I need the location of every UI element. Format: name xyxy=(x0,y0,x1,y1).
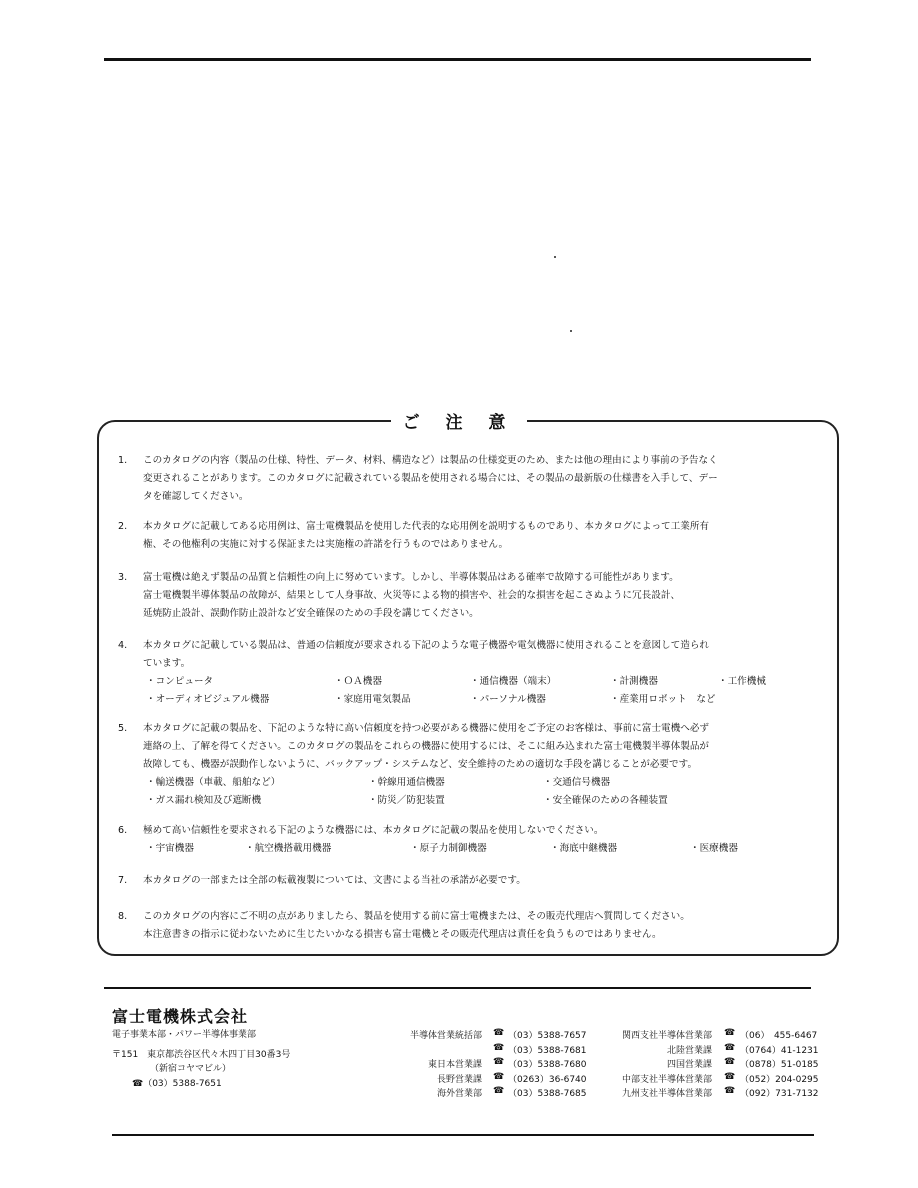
device-example: ・宇宙機器 xyxy=(146,843,194,854)
contact-phone: （052）204-0295 xyxy=(740,1074,819,1085)
footer-rule xyxy=(104,987,811,989)
contact-office: 関西支社半導体営業部 xyxy=(621,1031,712,1041)
contact-row xyxy=(590,1072,820,1087)
notice-text-line: ています。 xyxy=(143,658,191,669)
notice-text-line: 本カタログに記載の製品を、下記のような特に高い信頼度を持つ必要がある機器に使用をご予定のお客様は、事前に富士電機へ必ず xyxy=(143,723,710,734)
contact-row xyxy=(590,1057,820,1072)
contact-phone: （06） 455-6467 xyxy=(740,1031,818,1041)
contact-row xyxy=(590,1086,820,1101)
department-name: 電子事業本部・パワー半導体事業部 xyxy=(112,1030,257,1040)
phone-icon: ☎ xyxy=(724,1042,736,1053)
notice-text-line: 極めて高い信頼性を要求される下記のような機器には、本カタログに記載の製品を使用しないでください。 xyxy=(143,825,604,836)
device-example: ・交通信号機器 xyxy=(543,777,611,788)
notice-item-body xyxy=(143,637,818,673)
notice-item-body xyxy=(143,720,818,774)
device-example: ・家庭用電気製品 xyxy=(334,694,411,705)
bottom-rule xyxy=(112,1134,814,1136)
notice-title: ご 注 意 xyxy=(391,408,528,433)
notice-item-number: 4. xyxy=(118,640,128,651)
notice-text-line: このカタログの内容（製品の仕様、特性、データ、材料、構造など）は製品の仕様変更のため、または他の理由により事前の予告なく xyxy=(143,455,718,466)
top-rule xyxy=(104,58,811,61)
building-name: （新宿コヤマビル） xyxy=(150,1064,232,1074)
phone-icon: ☎ xyxy=(724,1071,736,1082)
contact-phone: （03）5388-7681 xyxy=(508,1045,587,1056)
notice-text-line: 富士電機製半導体製品の故障が、結果として人身事故、火災等による物的損害や、社会的な損害を起こさぬように冗長設計、 xyxy=(143,590,681,601)
device-example: ・輸送機器（車載、船舶など） xyxy=(146,777,281,788)
phone-icon: ☎ xyxy=(724,1028,736,1038)
device-example: ・原子力制御機器 xyxy=(410,843,487,854)
contact-row xyxy=(380,1028,590,1043)
contacts-right xyxy=(590,1028,820,1101)
notice-item-number: 8. xyxy=(118,911,128,922)
notice-text-line: タを確認してください。 xyxy=(143,491,249,502)
main-phone: ☎（03）5388-7651 xyxy=(132,1079,222,1089)
notice-text-line: 変更されることがあります。このカタログに記載されている製品を使用される場合には、その製品の最新版の仕様書を入手して、デー xyxy=(143,473,718,484)
contact-phone: （03）5388-7685 xyxy=(508,1089,587,1099)
device-example: ・産業用ロボット など xyxy=(610,694,716,705)
device-example: ・航空機搭載用機器 xyxy=(245,843,332,854)
device-example: ・海底中継機器 xyxy=(550,843,618,854)
contact-row xyxy=(380,1086,590,1101)
notice-text-line: 本カタログの一部または全部の転載複製については、文書による当社の承諾が必要です。 xyxy=(143,875,526,886)
notice-text-line: 富士電機は絶えず製品の品質と信頼性の向上に努めています。しかし、半導体製品はある確率で故障する可能性があります。 xyxy=(143,572,679,583)
address-line: 〒151 東京都渋谷区代々木四丁目30番3号 xyxy=(112,1050,291,1060)
phone-icon: ☎ xyxy=(493,1071,505,1082)
contact-row xyxy=(380,1072,590,1087)
contact-row xyxy=(380,1057,590,1072)
scan-speck xyxy=(570,330,572,332)
phone-icon: ☎ xyxy=(493,1042,505,1053)
notice-item-body xyxy=(143,452,818,506)
scan-speck xyxy=(554,256,556,258)
company-name: 富士電機株式会社 xyxy=(112,1007,249,1026)
notice-item-body xyxy=(143,822,818,840)
contact-phone: （03）5388-7680 xyxy=(508,1060,587,1070)
phone-icon: ☎ xyxy=(493,1028,505,1038)
device-example: ・幹線用通信機器 xyxy=(368,777,445,788)
phone-icon: ☎ xyxy=(493,1057,505,1067)
contact-phone: （0263）36-6740 xyxy=(508,1074,587,1085)
notice-text-line: 本注意書きの指示に従わないために生じたいかなる損害も富士電機とその販売代理店は責任を負うものではありません。 xyxy=(143,929,662,940)
contact-phone: （0878）51-0185 xyxy=(740,1060,819,1070)
device-example: ・医療機器 xyxy=(690,843,738,854)
notice-item-number: 2. xyxy=(118,521,128,532)
contact-phone: （03）5388-7657 xyxy=(508,1031,587,1041)
device-example: ・オーディオビジュアル機器 xyxy=(146,694,270,705)
phone-icon: ☎ xyxy=(493,1086,505,1096)
notice-text-line: 延焼防止設計、誤動作防止設計など安全確保のための手段を講じてください。 xyxy=(143,608,479,619)
contact-phone: （0764）41-1231 xyxy=(740,1045,819,1056)
contact-phone: （092）731-7132 xyxy=(740,1089,819,1099)
device-example: ・安全確保のための各種装置 xyxy=(543,795,668,806)
contact-office: 半導体営業統括部 xyxy=(409,1031,482,1041)
device-example: ・パーソナル機器 xyxy=(470,694,546,705)
notice-text-line: 本カタログに記載している製品は、普通の信頼度が要求される下記のような電子機器や電気機器に使用されることを意図して造られ xyxy=(143,640,710,651)
contact-office: 北陸営業課 xyxy=(666,1045,712,1056)
notice-text-line: このカタログの内容にご不明の点がありましたら、製品を使用する前に富士電機または、その販売代理店へ質問してください。 xyxy=(143,911,690,922)
device-example: ・防災／防犯装置 xyxy=(368,795,445,806)
contact-row xyxy=(590,1028,820,1043)
device-example: ・通信機器（端末） xyxy=(470,676,557,687)
notice-item-number: 3. xyxy=(118,572,128,583)
notice-text-line: 権、その他権利の実施に対する保証または実施権の許諾を行うものではありません。 xyxy=(143,539,509,550)
notice-item-number: 6. xyxy=(118,825,128,836)
notice-item-body xyxy=(143,569,818,623)
device-example: ・コンピュータ xyxy=(146,676,214,687)
contact-office: 海外営業部 xyxy=(436,1089,482,1099)
device-example: ・工作機械 xyxy=(718,676,766,687)
contact-row xyxy=(380,1043,590,1058)
notice-item-body xyxy=(143,908,818,944)
contact-row xyxy=(590,1043,820,1058)
notice-item-number: 1. xyxy=(118,455,128,466)
device-example: ・ガス漏れ検知及び遮断機 xyxy=(146,795,262,806)
notice-title-wrap xyxy=(0,408,918,433)
notice-text-line: 故障しても、機器が誤動作しないように、バックアップ・システムなど、安全維持のための適切な手段を講じることが必要です。 xyxy=(143,759,698,770)
notice-item-body xyxy=(143,518,818,554)
notice-item-body xyxy=(143,872,818,890)
notice-text-line: 本カタログに記載してある応用例は、富士電機製品を使用した代表的な応用例を説明するものであり、本カタログによって工業所有 xyxy=(143,521,710,532)
contact-office: 四国営業課 xyxy=(666,1060,712,1070)
notice-item-number: 7. xyxy=(118,875,128,886)
notice-text-line: 連絡の上、了解を得てください。このカタログの製品をこれらの機器に使用するには、そこに組み込まれた富士電機製半導体製品が xyxy=(143,741,710,752)
device-example: ・計測機器 xyxy=(610,676,658,687)
contact-office: 東日本営業課 xyxy=(427,1060,482,1070)
contact-office: 長野営業課 xyxy=(436,1074,482,1085)
notice-item-number: 5. xyxy=(118,723,128,734)
device-example: ・ＯＡ機器 xyxy=(334,676,382,687)
contacts-left xyxy=(380,1028,590,1101)
phone-icon: ☎ xyxy=(724,1057,736,1067)
phone-icon: ☎ xyxy=(724,1086,736,1096)
contact-office: 中部支社半導体営業部 xyxy=(621,1074,712,1085)
contact-office: 九州支社半導体営業部 xyxy=(621,1089,712,1099)
